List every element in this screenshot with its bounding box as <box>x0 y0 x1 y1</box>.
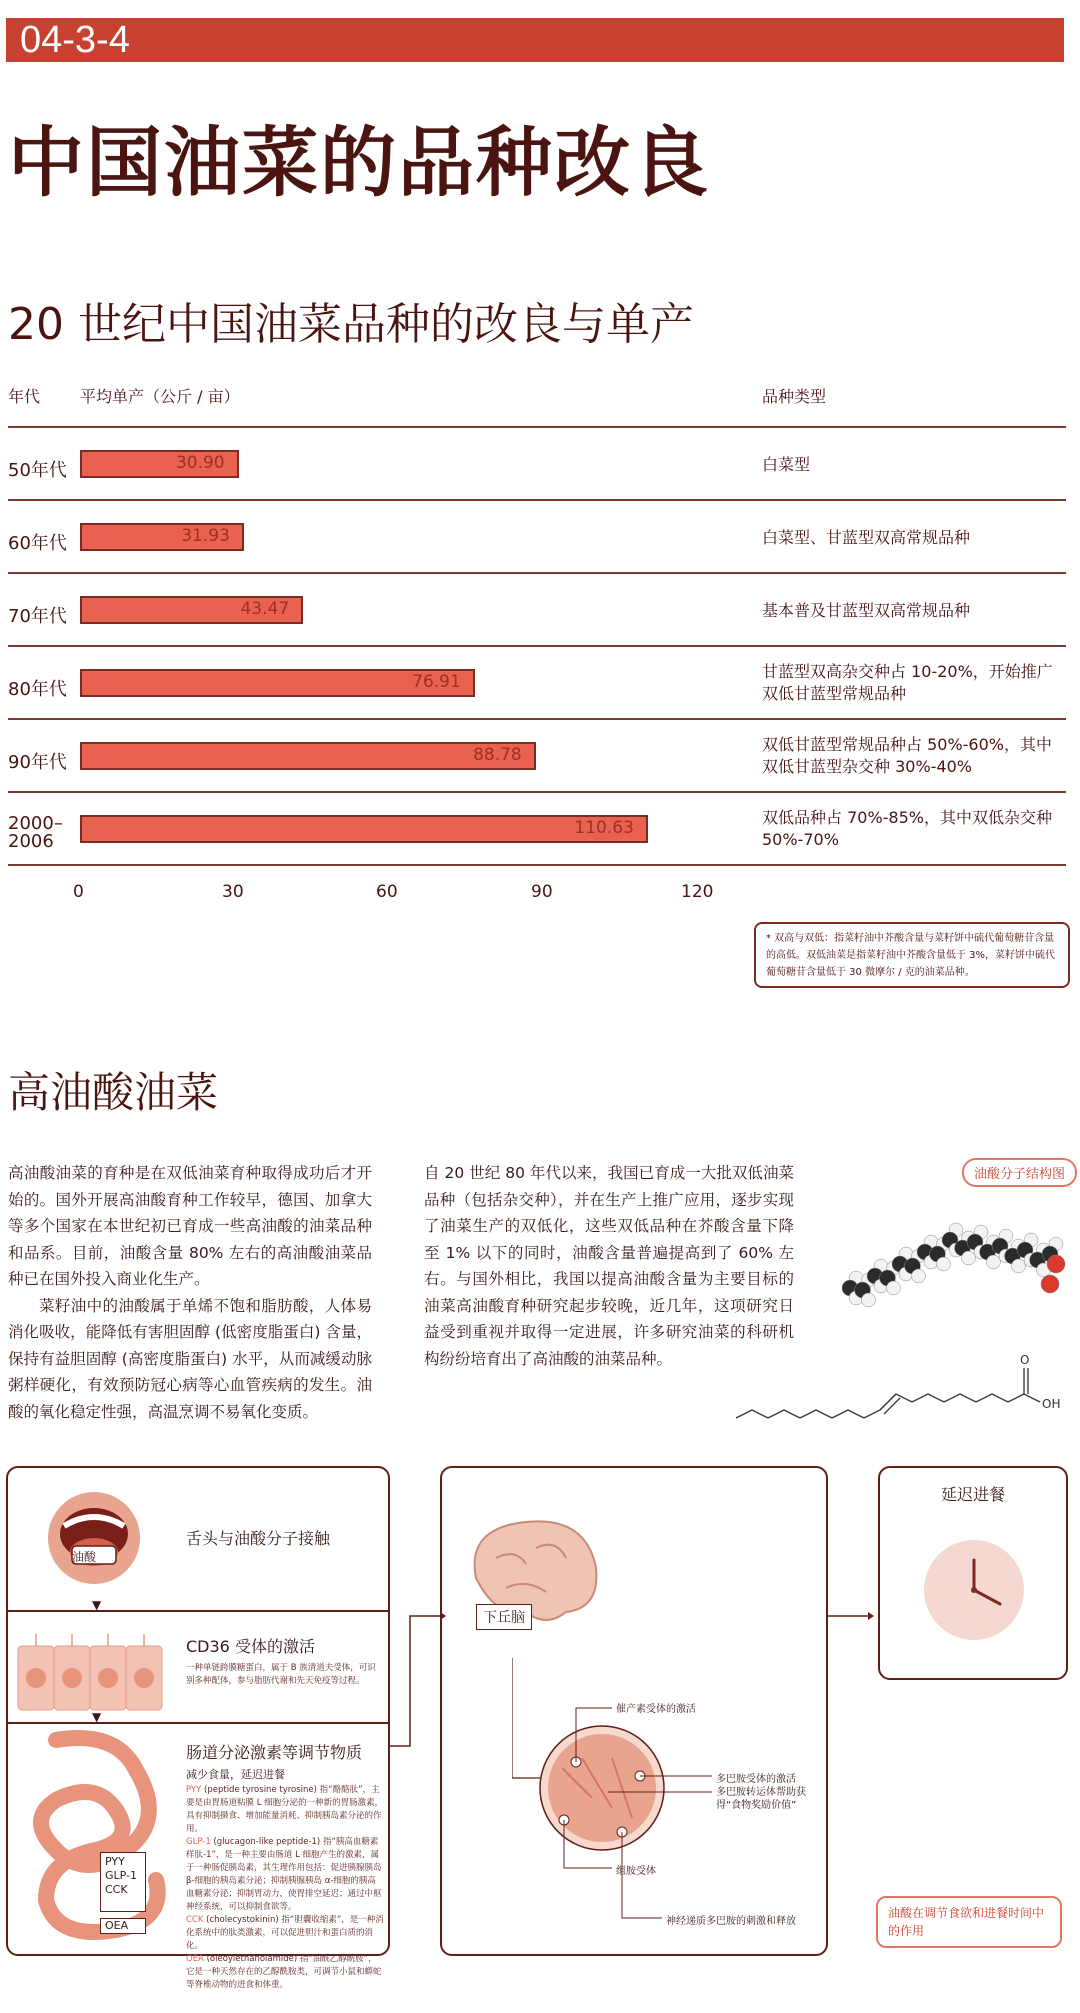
atom <box>962 1251 976 1265</box>
step2-desc: 一种单链跨膜糖蛋白，属于 B 族清道夫受体，可识别多种配体，参与脂肪代谢和先天免疫等过程。 <box>186 1663 376 1686</box>
variety-type: 基本普及甘蓝型双高常规品种 <box>762 601 971 620</box>
hypothalamus-tag: 下丘脑 <box>476 1604 532 1630</box>
x-tick: 90 <box>531 882 553 902</box>
row-divider <box>8 426 1066 428</box>
diagram-caption: 油酸在调节食欲和进餐时间中的作用 <box>876 1896 1062 1948</box>
label-dopamine-release: 神经递质多巴胺的刺激和释放 <box>666 1916 796 1927</box>
o-label: O <box>1020 1353 1030 1367</box>
gut-label: CCK <box>105 1883 128 1896</box>
variety-type: 白菜型、甘蓝型双高常规品种 <box>762 528 971 547</box>
hormone-name: GLP-1 <box>186 1837 211 1847</box>
delay-title: 延迟进餐 <box>940 1485 1005 1504</box>
atom <box>862 1293 876 1307</box>
label-dopamine-transporter: 多巴胺转运体帮助获得“食物奖励价值” <box>716 1787 806 1811</box>
atom <box>1012 1259 1026 1273</box>
oh-label: OH <box>1042 1397 1061 1411</box>
era-label: 50年代 <box>8 460 67 481</box>
oleic-acid-skeletal-formula <box>734 1346 1074 1426</box>
molecule-atoms <box>842 1223 1065 1307</box>
era-label: 70年代 <box>8 606 67 627</box>
row-divider <box>8 791 1066 793</box>
chart-title: 20 世纪中国油菜品种的改良与单产 <box>8 299 694 350</box>
bar-value-label: 110.63 <box>574 818 634 838</box>
atom <box>987 1255 1001 1269</box>
atom <box>1047 1255 1065 1273</box>
intestine-icon <box>16 1730 176 1952</box>
label-oxytocin-receptor: 催产素受体的激活 <box>616 1704 696 1715</box>
clock-icon <box>924 1540 1024 1640</box>
header-yield: 平均单产（公斤 / 亩） <box>80 387 240 406</box>
hormone-desc: (oleoylethanolamide) 指“油酰乙醇酰胺”，它是一种天然存在的乙醇酰胺类，可调节小鼠和蟒蛇等脊椎动物的进食和体重。 <box>186 1954 382 1990</box>
row-divider <box>8 864 1066 866</box>
hormone-name: PYY <box>186 1785 202 1795</box>
bar-value-label: 30.90 <box>175 453 225 473</box>
bar-value-label: 31.93 <box>181 526 230 546</box>
step3-title: 肠道分泌激素等调节物质 <box>186 1743 363 1762</box>
page-title: 中国油菜的品种改良 <box>8 118 710 207</box>
x-tick: 30 <box>222 882 244 902</box>
row-divider <box>8 499 1066 501</box>
era-label: 80年代 <box>8 679 67 700</box>
bar <box>80 815 648 843</box>
hormone-desc: (glucagon-like peptide-1) 指“胰高血糖素样肽-1”，是一种主要由肠道 L 细胞产生的激素，属于一种肠促胰岛素，其生理作用包括：促进胰腺胰岛 β-细胞的胰岛素分泌；抑制胰腺胰岛 α-细胞的胰高血糖素分泌；抑制胃动力，使胃排空延迟；通过中枢神经系统，可以抑制食欲等。 <box>186 1837 382 1912</box>
molecule-label: 油酸分子结构图 <box>962 1158 1077 1187</box>
x-tick: 0 <box>73 882 84 902</box>
header-era: 年代 <box>8 387 41 406</box>
label-histamine-receptor: 组胺受体 <box>616 1866 656 1877</box>
atom <box>1041 1275 1059 1293</box>
page-tag: 04-3-4 <box>6 18 1064 62</box>
mouth-icon <box>46 1490 142 1586</box>
paragraph: 高油酸油菜的育种是在双低油菜育种取得成功后才开始的。国外开展高油酸育种工作较早，德国、加拿大等多个国家在本世纪初已育成一些高油酸的油菜品种和品系。目前，油酸含量 80% 左右的高油酸油菜品种已在国外投入商业化生产。 <box>8 1164 372 1288</box>
bar-value-label: 76.91 <box>412 672 461 692</box>
section-title: 高油酸油菜 <box>8 1068 219 1117</box>
oleic-acid-tag: 油酸 <box>72 1550 97 1564</box>
bar-value-label: 88.78 <box>473 745 522 765</box>
row-divider <box>8 572 1066 574</box>
intestinal-cells-icon <box>16 1628 166 1714</box>
text-column-2: 自 20 世纪 80 年代以来，我国已育成一大批双低油菜品种（包括杂交种），并在生产上推广应用，逐步实现了油菜生产的双低化，这些双低品种在芥酸含量下降至 1% 以下的同时，油酸含量普遍提高到了 60% 左右。与国外相比，我国以提高油酸含量为主要目标的油菜高油酸育种研究起步较晚，近几年，这项研究日益受到重视并取得一定进展，许多研究油菜的科研机构纷纷培育出了高油酸的油菜品种。 <box>424 1164 794 1368</box>
row-divider <box>8 645 1066 647</box>
atom <box>887 1281 901 1295</box>
delay-meal-box <box>878 1466 1068 1680</box>
step1-title: 舌头与油酸分子接触 <box>186 1529 331 1548</box>
header-variety: 品种类型 <box>762 387 827 406</box>
x-tick: 60 <box>376 882 398 902</box>
brain-mechanism-box <box>440 1466 828 1956</box>
label-dopamine-receptor: 多巴胺受体的激活 <box>716 1774 796 1785</box>
bar-value-label: 43.47 <box>240 599 290 619</box>
variety-type: 白菜型 <box>762 455 811 474</box>
gut-label: PYY <box>105 1855 125 1868</box>
arrow-down-icon: ▼ <box>92 1710 102 1724</box>
hormone-descriptions <box>186 1784 384 1992</box>
hormone-name: OEA <box>186 1954 204 1964</box>
arrow-down-icon: ▼ <box>92 1598 102 1612</box>
variety-type: 甘蓝型双高杂交种占 10-20%，开始推广双低甘蓝型常规品种 <box>762 662 1053 703</box>
oea-tag: OEA <box>100 1918 146 1934</box>
oleic-acid-3d-model <box>840 1208 1070 1318</box>
step3-subtitle: 减少食量，延迟进餐 <box>186 1768 285 1781</box>
gut-label: GLP-1 <box>105 1869 138 1882</box>
row-divider <box>8 718 1066 720</box>
text-column-1 <box>8 1160 372 1425</box>
hormone-desc: (cholecystokinin) 指“胆囊收缩素”，是一种消化系统中的肽类激素，可以促进胆汁和蛋白质的消化。 <box>186 1915 384 1951</box>
era-label: 60年代 <box>8 533 67 554</box>
variety-type: 双低甘蓝型常规品种占 50%-60%，其中双低甘蓝型杂交种 30%-40% <box>762 735 1052 776</box>
hormone-desc: (peptide tyrosine tyrosine) 指“酪酪肽”，主要是由胃肠道粘膜 L 细胞分泌的一种新的胃肠激素，具有抑制摄食、增加能量消耗、抑制胰岛素分泌的作用。 <box>186 1785 384 1834</box>
process-steps-box <box>6 1466 390 1990</box>
x-tick: 120 <box>681 882 714 902</box>
atom <box>937 1257 951 1271</box>
era-label: 2000– 2006 <box>8 813 63 852</box>
step2-title: CD36 受体的激活 <box>186 1637 315 1656</box>
variety-type: 双低品种占 70%-85%，其中双低杂交种 50%-70% <box>762 808 1052 849</box>
hormone-name: CCK <box>186 1915 204 1925</box>
era-label: 90年代 <box>8 752 67 773</box>
gut-hormone-tag <box>100 1852 146 1912</box>
chart-footnote: * 双高与双低：指菜籽油中芥酸含量与菜籽饼中硫代葡萄糖苷含量的高低。双低油菜是指菜籽油中芥酸含量低于 3%，菜籽饼中硫代葡萄糖苷含量低于 30 微摩尔 / 克的油菜品种。 <box>754 922 1070 988</box>
paragraph: 菜籽油中的油酸属于单烯不饱和脂肪酸，人体易消化吸收，能降低有害胆固醇 (低密度脂蛋白) 含量，保持有益胆固醇 (高密度脂蛋白) 水平，从而减缓动脉粥样硬化，有效预防冠心病等心血管疾病的发生。油酸的氧化稳定性强，高温烹调不易氧化变质。 <box>8 1296 372 1421</box>
atom <box>912 1269 926 1283</box>
